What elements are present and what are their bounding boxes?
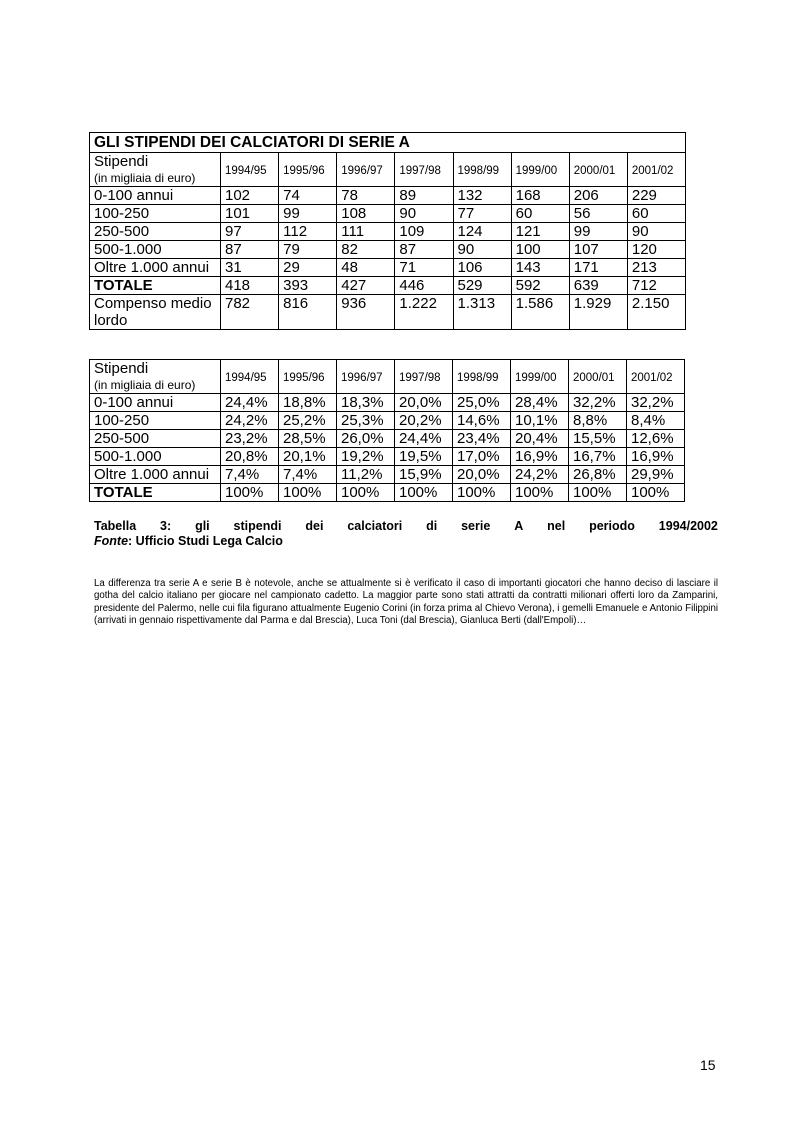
row-label: Compenso medio lordo (90, 295, 221, 330)
table-row (90, 187, 686, 205)
table-cell: 26,8% (569, 466, 627, 484)
caption-word: Tabella (94, 519, 137, 533)
table-row (90, 277, 686, 295)
year-header: 2001/02 (627, 153, 685, 187)
table-cell: 111 (337, 223, 395, 241)
table-cell: 120 (627, 241, 685, 259)
row-label: TOTALE (90, 484, 221, 502)
row-label: 100-250 (90, 205, 221, 223)
table-cell: 15,9% (395, 466, 453, 484)
table-cell: 99 (569, 223, 627, 241)
table-cell: 31 (221, 259, 279, 277)
table-cell: 2.150 (627, 295, 685, 330)
table-cell: 393 (279, 277, 337, 295)
table-cell: 107 (569, 241, 627, 259)
table-cell: 20,2% (395, 412, 453, 430)
table-cell: 60 (627, 205, 685, 223)
year-header: 1994/95 (221, 360, 279, 394)
year-header: 1995/96 (279, 360, 337, 394)
table-cell: 206 (569, 187, 627, 205)
year-header: 1998/99 (453, 360, 511, 394)
table-cell: 100% (511, 484, 569, 502)
table-cell: 25,3% (337, 412, 395, 430)
table-cell: 32,2% (627, 394, 685, 412)
table-cell: 24,4% (221, 394, 279, 412)
table-cell: 20,4% (511, 430, 569, 448)
table-cell: 100% (453, 484, 511, 502)
table-cell: 16,9% (511, 448, 569, 466)
table-cell: 18,8% (279, 394, 337, 412)
table-cell: 99 (279, 205, 337, 223)
table-row (90, 295, 686, 330)
table-cell: 8,4% (627, 412, 685, 430)
caption-word: 3: (160, 519, 172, 533)
table-cell: 29,9% (627, 466, 685, 484)
salary-percentages-table (89, 359, 685, 502)
table-cell: 24,2% (221, 412, 279, 430)
table-cell: 592 (511, 277, 569, 295)
table-cell: 1.929 (569, 295, 627, 330)
caption-word: periodo (589, 519, 635, 533)
year-header: 2001/02 (627, 360, 685, 394)
year-header: 1996/97 (337, 153, 395, 187)
year-header: 1997/98 (395, 153, 453, 187)
table-cell: 1.586 (511, 295, 569, 330)
table-cell: 24,2% (511, 466, 569, 484)
table-cell: 108 (337, 205, 395, 223)
table-cell: 143 (511, 259, 569, 277)
table-cell: 78 (337, 187, 395, 205)
table-cell: 229 (627, 187, 685, 205)
table-row (90, 466, 685, 484)
table-cell: 712 (627, 277, 685, 295)
table-cell: 936 (337, 295, 395, 330)
table-cell: 20,1% (279, 448, 337, 466)
table-row (90, 394, 685, 412)
table-cell: 106 (453, 259, 511, 277)
page-number: 15 (700, 1057, 716, 1073)
table-cell: 7,4% (221, 466, 279, 484)
table-cell: 8,8% (569, 412, 627, 430)
row-label: 500-1.000 (90, 241, 221, 259)
table-cell: 7,4% (279, 466, 337, 484)
table-row (90, 430, 685, 448)
table-cell: 28,4% (511, 394, 569, 412)
table-cell: 10,1% (511, 412, 569, 430)
header-label-sub: (in migliaia di euro) (94, 378, 196, 392)
table-row (90, 223, 686, 241)
header-label (90, 153, 221, 187)
table-cell: 101 (221, 205, 279, 223)
table-title: GLI STIPENDI DEI CALCIATORI DI SERIE A (90, 133, 686, 153)
table-cell: 19,2% (337, 448, 395, 466)
row-label: Oltre 1.000 annui (90, 259, 221, 277)
table-cell: 816 (279, 295, 337, 330)
table-cell: 20,0% (395, 394, 453, 412)
table-cell: 102 (221, 187, 279, 205)
table-cell: 100% (337, 484, 395, 502)
header-label-sub: (in migliaia di euro) (94, 171, 196, 185)
table-cell: 112 (279, 223, 337, 241)
caption-word: di (426, 519, 438, 533)
table-row (90, 241, 686, 259)
header-label (90, 360, 221, 394)
table-cell: 56 (569, 205, 627, 223)
table-cell: 100% (395, 484, 453, 502)
table-cell: 90 (627, 223, 685, 241)
year-header: 2000/01 (569, 360, 627, 394)
table-cell: 12,6% (627, 430, 685, 448)
table-cell: 213 (627, 259, 685, 277)
table-cell: 77 (453, 205, 511, 223)
caption-word: stipendi (233, 519, 282, 533)
table-cell: 121 (511, 223, 569, 241)
table-row (90, 484, 685, 502)
year-header: 1999/00 (511, 153, 569, 187)
year-header: 2000/01 (569, 153, 627, 187)
year-header: 1995/96 (279, 153, 337, 187)
table-cell: 100% (627, 484, 685, 502)
table-cell: 82 (337, 241, 395, 259)
table-cell: 25,0% (453, 394, 511, 412)
table-cell: 26,0% (337, 430, 395, 448)
table-cell: 427 (337, 277, 395, 295)
table-cell: 97 (221, 223, 279, 241)
row-label: TOTALE (90, 277, 221, 295)
row-label: 0-100 annui (90, 394, 221, 412)
table-cell: 100 (511, 241, 569, 259)
row-label: 250-500 (90, 430, 221, 448)
table-cell: 90 (453, 241, 511, 259)
caption-word: serie (461, 519, 491, 533)
table-cell: 28,5% (279, 430, 337, 448)
table-cell: 89 (395, 187, 453, 205)
table-cell: 19,5% (395, 448, 453, 466)
table-header-row (90, 360, 685, 394)
table-header-row (90, 153, 686, 187)
table-caption (94, 519, 718, 549)
table-cell: 1.313 (453, 295, 511, 330)
table-cell: 90 (395, 205, 453, 223)
table-cell: 20,8% (221, 448, 279, 466)
year-header: 1994/95 (221, 153, 279, 187)
table-row (90, 412, 685, 430)
table-cell: 529 (453, 277, 511, 295)
table-cell: 87 (221, 241, 279, 259)
table-cell: 16,7% (569, 448, 627, 466)
table-cell: 29 (279, 259, 337, 277)
table-cell: 14,6% (453, 412, 511, 430)
table-cell: 15,5% (569, 430, 627, 448)
table-cell: 168 (511, 187, 569, 205)
fonte-label: Fonte (94, 534, 129, 548)
table-cell: 11,2% (337, 466, 395, 484)
row-label: 250-500 (90, 223, 221, 241)
table-cell: 418 (221, 277, 279, 295)
table-cell: 100% (569, 484, 627, 502)
row-label: 0-100 annui (90, 187, 221, 205)
table-cell: 782 (221, 295, 279, 330)
caption-word: 1994/2002 (658, 519, 718, 533)
row-label: Oltre 1.000 annui (90, 466, 221, 484)
table-cell: 171 (569, 259, 627, 277)
table-cell: 25,2% (279, 412, 337, 430)
table-cell: 23,4% (453, 430, 511, 448)
caption-word: dei (305, 519, 324, 533)
table-cell: 48 (337, 259, 395, 277)
salaries-table (89, 132, 686, 330)
table-cell: 23,2% (221, 430, 279, 448)
table-cell: 1.222 (395, 295, 453, 330)
caption-source (94, 534, 718, 549)
table-cell: 71 (395, 259, 453, 277)
year-header: 1997/98 (395, 360, 453, 394)
table-row (90, 448, 685, 466)
table-cell: 60 (511, 205, 569, 223)
caption-word: calciatori (347, 519, 403, 533)
year-header: 1998/99 (453, 153, 511, 187)
body-paragraph: La differenza tra serie A e serie B è notevole, anche se attualmente si è verificato il caso di importanti giocatori che hanno deciso di lasciare il gotha del calcio italiano per giocare nel campionato cadetto. La maggior parte sono stati attratti da contratti milionari offerti loro da Zamparini, presidente del Palermo, nelle cui fila figurano attualmente Eugenio Corini (in forza prima al Chievo Verona), i gemelli Emanuele e Antonio Filippini (arrivati in gennaio rispettivamente dal Parma e dal Brescia), Luca Toni (dal Brescia), Gianluca Berti (dall'Empoli)… (94, 578, 718, 627)
table-cell: 109 (395, 223, 453, 241)
table-row (90, 205, 686, 223)
table-cell: 132 (453, 187, 511, 205)
table-cell: 74 (279, 187, 337, 205)
table-cell: 18,3% (337, 394, 395, 412)
caption-word: gli (195, 519, 210, 533)
caption-word: A (514, 519, 524, 533)
table-cell: 20,0% (453, 466, 511, 484)
table-cell: 17,0% (453, 448, 511, 466)
table-cell: 639 (569, 277, 627, 295)
row-label: 100-250 (90, 412, 221, 430)
table-cell: 87 (395, 241, 453, 259)
table-cell: 32,2% (569, 394, 627, 412)
table-cell: 446 (395, 277, 453, 295)
table-cell: 16,9% (627, 448, 685, 466)
header-label-main: Stipendi (94, 360, 149, 377)
table-cell: 24,4% (395, 430, 453, 448)
table-cell: 100% (279, 484, 337, 502)
fonte-text: : Ufficio Studi Lega Calcio (128, 534, 283, 548)
caption-word: nel (547, 519, 566, 533)
caption-line (94, 519, 718, 534)
table-row (90, 259, 686, 277)
row-label: 500-1.000 (90, 448, 221, 466)
year-header: 1996/97 (337, 360, 395, 394)
year-header: 1999/00 (511, 360, 569, 394)
table-cell: 79 (279, 241, 337, 259)
table-cell: 100% (221, 484, 279, 502)
header-label-main: Stipendi (94, 153, 149, 170)
table-cell: 124 (453, 223, 511, 241)
